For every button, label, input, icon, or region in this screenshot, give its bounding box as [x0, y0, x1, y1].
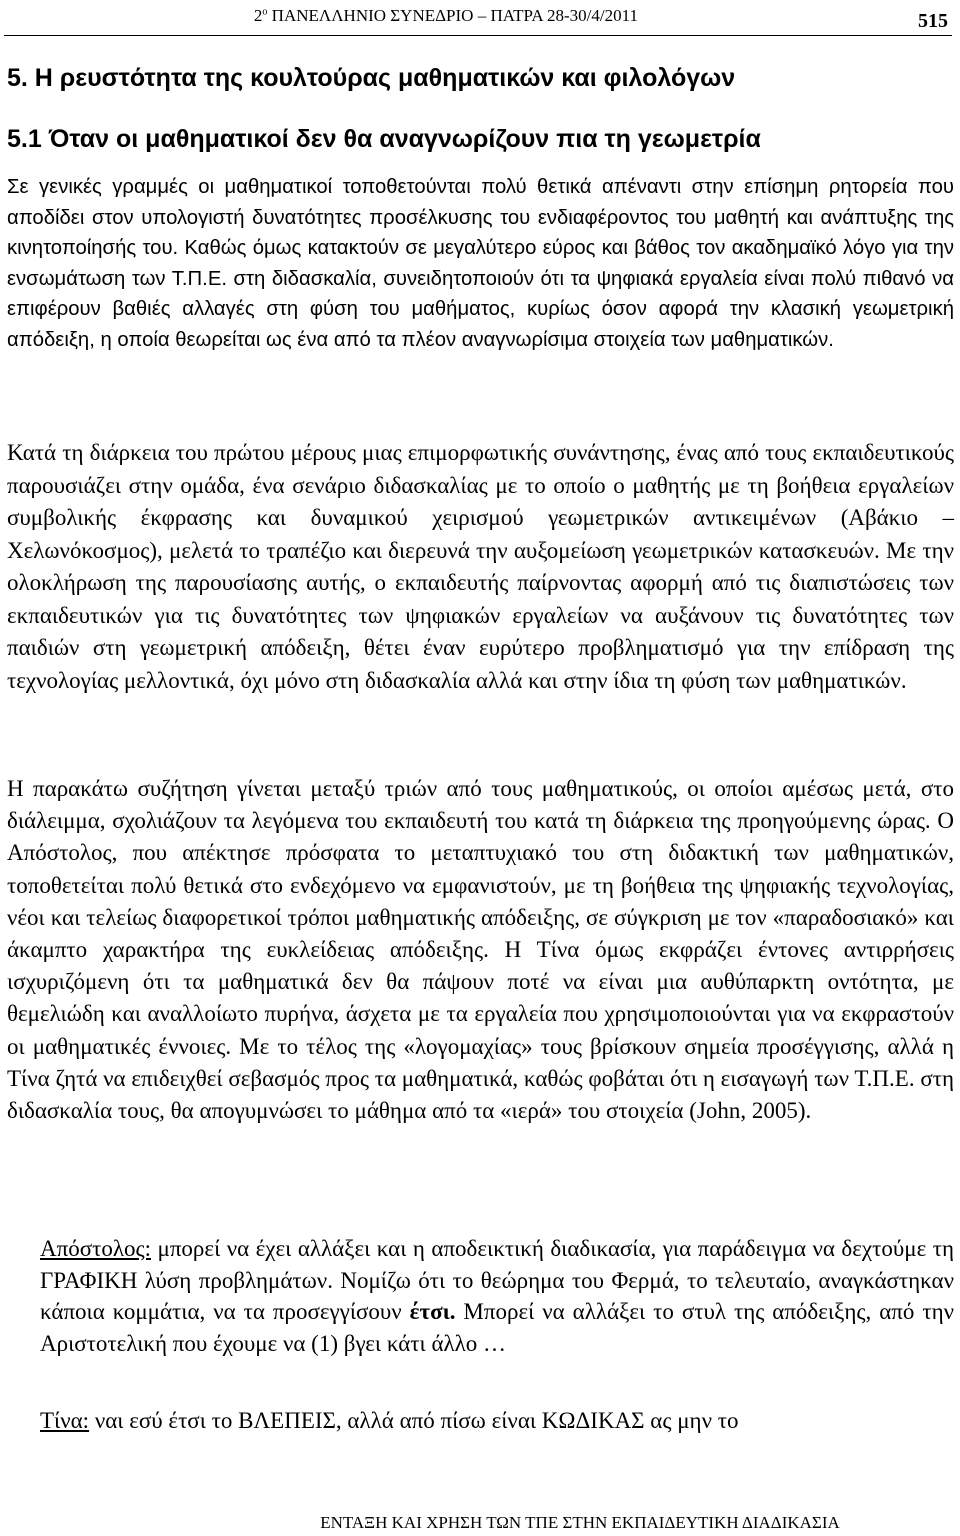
- conference-ordinal: 2: [253, 6, 263, 25]
- dialogue-text-continued: Μπορεί να αλλάξει το στυλ της απόδειξης, από την Αριστοτελική που έχουμε να (1) βγει κάτι άλλο …: [40, 1299, 954, 1356]
- paragraph-3: Η παρακάτω συζήτηση γίνεται μεταξύ τριών από τους μαθηματικούς, οι οποίοι αμέσως μετά, στο διάλειμμα, σχολιάζουν τα λεγόμενα του εκπαιδευτή του κατά τη διάρκεια της προηγούμενης ώρας. Ο Απόστολος, που απέκτησε πρόσφατα το μεταπτυχιακό του στη διδακτική των μαθηματικών, τοποθετείται πολύ θετικά στο ενδεχόμενο να εμφανιστούν, με τη βοήθεια της ψηφιακής τεχνολογίας, νέοι και τελείως διαφορετικοί τρόποι μαθηματικής απόδειξης, σε σύγκριση με τον «παραδοσιακό» και άκαμπτο χαρακτήρα της ευκλείδειας απόδειξης. Η Τίνα όμως εκφράζει έντονες αντιρρήσεις ισχυριζόμενη ότι τα μαθηματικά δεν θα πάψουν ποτέ να είναι μια αυθύπαρκτη οντότητα, με θεμελιώδη και αναλλοίωτο πυρήνα, άσχετα με τα εργαλεία που χρησιμοποιούνται για να εκφραστούν οι μαθηματικές έννοιες. Με το τέλος της «λογομαχίας» τους βρίσκουν σημεία προσέγγισης, αλλά η Τίνα ζητά να επιδειχθεί σεβασμός προς τα μαθηματικά, καθώς φοβάται ότι η εισαγωγή των Τ.Π.Ε. στη διδασκαλία τους, θα απογυμνώσει το μάθημα από τα «ιερά» του στοιχεία (John, 2005).: [7, 776, 954, 1124]
- conference-name: [254, 6, 638, 26]
- conference-ordinal-suffix: ο: [262, 6, 268, 18]
- section-title: 5. Η ρευστότητα της κουλτούρας μαθηματικών και φιλολόγων: [7, 64, 736, 92]
- speaker-name: Τίνα:: [40, 1408, 90, 1433]
- page-number: 515: [918, 10, 948, 32]
- header-rule: [4, 35, 952, 36]
- dialogue-emphasis: έτσι.: [409, 1299, 456, 1324]
- dialogue-text: μπορεί να έχει αλλάξει και η αποδεικτική διαδικασία, για παράδειγμα να δεχτούμε τη ΓΡΑΦΙΚΗ λύση προβλημάτων. Νομίζω ότι το θεώρημα του Φερμά, το τελευταίο, αναγκάστηκαν κάποια κομμάτια, να τα προσεγγίσουν: [40, 1236, 954, 1324]
- speaker-name: Απόστολος:: [40, 1236, 152, 1261]
- paragraph-2: Κατά τη διάρκεια του πρώτου μέρους μιας επιμορφωτικής συνάντησης, ένας από τους εκπαιδευτικούς παρουσιάζει στην ομάδα, ένα σενάριο διδασκαλίας με το οποίο ο μαθητής με τη βοήθεια εργαλείων συμβολικής έκφρασης και δυναμικού χειρισμού γεωμετρικών αντικειμένων (Αβάκιο – Χελωνόκοσμος), μελετά το τραπέζιο και διερευνά την αυξομείωση γεωμετρικών κατασκευών. Με την ολοκλήρωση της παρουσίασης αυτής, ο εκπαιδευτής παίρνοντας αφορμή από τις διαπιστώσεις των εκπαιδευτικών για τις δυνατότητες των ψηφιακών εργαλείων να αυξάνουν τις δυνατότητες των παιδιών στη γεωμετρική απόδειξη, θέτει έναν ευρύτερο προβληματισμό για την επίδραση της τεχνολογίας μελλοντικά, όχι μόνο στη διδασκαλία αλλά και στην ίδια τη φύση των μαθηματικών.: [7, 440, 954, 693]
- running-footer: ΕΝΤΑΞΗ ΚΑΙ ΧΡΗΣΗ ΤΩΝ ΤΠΕ ΣΤΗΝ ΕΚΠΑΙΔΕΥΤΙΚΗ ΔΙΑΔΙΚΑΣΙΑ: [320, 1513, 840, 1532]
- dialogue-text: ναι εσύ έτσι το ΒΛΕΠΕΙΣ, αλλά από πίσω είναι ΚΩΔΙΚΑΣ ας μην το: [89, 1408, 739, 1433]
- dialogue-apostolos: [40, 1233, 954, 1359]
- conference-title: ΠΑΝΕΛΛΗΝΙΟ ΣΥΝΕΔΡΙΟ – ΠΑΤΡΑ 28-30/4/2011: [267, 6, 638, 25]
- dialogue-tina: [40, 1405, 954, 1437]
- subsection-title: 5.1 Όταν οι μαθηματικοί δεν θα αναγνωρίζουν πια τη γεωμετρία: [7, 125, 761, 153]
- paragraph-1: Σε γενικές γραμμές οι μαθηματικοί τοποθετούνται πολύ θετικά απέναντι στην επίσημη ρητορεία που αποδίδει στον υπολογιστή δυνατότητες προσέλκυσης του ενδιαφέροντος του μαθητή και ανάπτυξης της κινητοποίησής του. Καθώς όμως κατακτούν σε μεγαλύτερο εύρος και βάθος τον ακαδημαϊκό λόγο για την ενσωμάτωση των Τ.Π.Ε. στη διδασκαλία, συνειδητοποιούν ότι τα ψηφιακά εργαλεία είναι πολύ πιθανό να επιφέρουν βαθιές αλλαγές στη φύση του μαθήματος, κυρίως όσον αφορά την κλασική γεωμετρική απόδειξη, η οποία θεωρείται ως ένα από τα πλέον αναγνωρίσιμα στοιχεία των μαθηματικών.: [7, 176, 954, 351]
